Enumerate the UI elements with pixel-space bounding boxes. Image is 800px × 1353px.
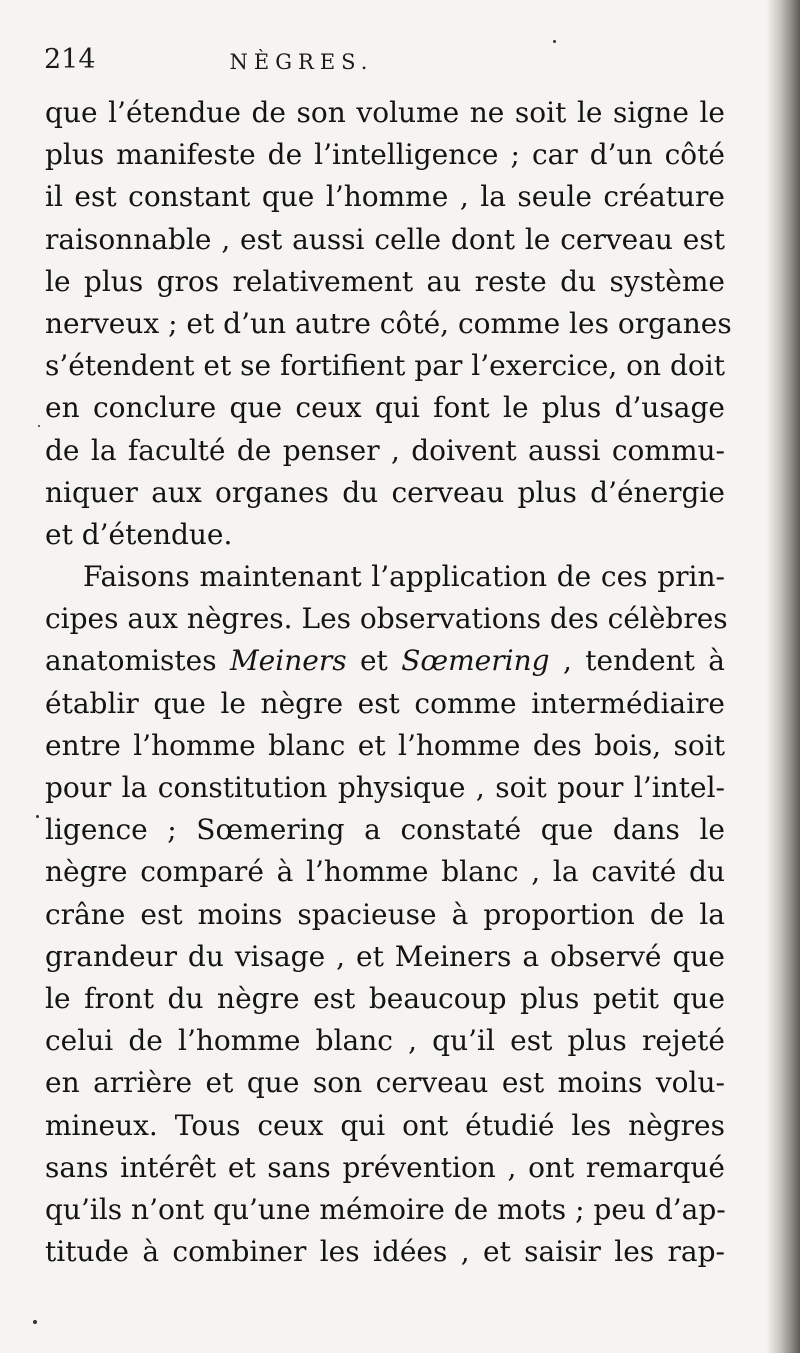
text-line: cipes aux nègres. Les observations des célèbres [45, 602, 728, 636]
text-line: ligence ; Sœmering a constaté que dans le [45, 813, 725, 847]
italic-name-soemmering: Sœmering [401, 644, 550, 678]
paragraph-start-line: Faisons maintenant l’application de ces prin- [83, 560, 725, 594]
text-line: niquer aux organes du cerveau plus d’énergie [45, 475, 725, 509]
text-segment: anatomistes [45, 644, 231, 678]
paragraph-end-line: et d’étendue. [45, 517, 233, 551]
text-line: mineux. Tous ceux qui ont étudié les nègres [45, 1108, 725, 1142]
text-line: s’étendent et se fortifient par l’exercice, on doit [45, 349, 725, 383]
ink-speck [553, 40, 556, 43]
text-line: grandeur du visage , et Meiners a observé que [45, 939, 725, 973]
text-line: en arrière et que son cerveau est moins volu- [45, 1066, 725, 1100]
page-header [44, 44, 744, 84]
text-line: raisonnable , est aussi celle dont le cerveau est [45, 222, 725, 256]
text-line: titude à combiner les idées , et saisir les rap- [45, 1235, 725, 1269]
text-line: celui de l’homme blanc , qu’il est plus rejeté [45, 1024, 725, 1058]
ink-speck [33, 1320, 37, 1324]
text-line: nègre comparé à l’homme blanc , la cavité du [45, 855, 725, 889]
text-line: sans intérêt et sans prévention , ont remarqué [45, 1150, 725, 1184]
text-line: plus manifeste de l’intelligence ; car d’un côté [45, 138, 725, 172]
text-line: crâne est moins spacieuse à proportion de la [45, 897, 725, 931]
text-line: nerveux ; et d’un autre côté, comme les organes [45, 306, 732, 340]
text-line: que l’étendue de son volume ne soit le signe le [45, 96, 725, 129]
text-segment: , tendent à [549, 644, 726, 678]
text-line: établir que le nègre est comme intermédiaire [45, 686, 725, 720]
text-line: pour la constitution physique , soit pour l’intel- [45, 771, 725, 804]
text-line: le front du nègre est beaucoup plus petit que [45, 981, 725, 1015]
ink-speck [36, 815, 39, 818]
page-edge-shadow [766, 0, 800, 1353]
ink-speck [38, 425, 40, 427]
text-line-with-names [45, 640, 725, 682]
text-line: de la faculté de penser , doivent aussi commu- [45, 433, 725, 467]
italic-name-meiners: Meiners [230, 644, 347, 678]
body-text [45, 92, 732, 1273]
text-line: entre l’homme blanc et l’homme des bois, soit [45, 728, 725, 762]
text-segment: et [346, 644, 402, 678]
text-line: le plus gros relativement au reste du système [45, 264, 725, 298]
text-line: en conclure que ceux qui font le plus d’usage [45, 391, 725, 425]
running-head: NÈGRES. [229, 50, 374, 74]
page-number: 214 [44, 44, 96, 75]
text-line: il est constant que l’homme , la seule créature [45, 180, 725, 214]
text-line: qu’ils n’ont qu’une mémoire de mots ; peu d’ap- [45, 1192, 726, 1226]
